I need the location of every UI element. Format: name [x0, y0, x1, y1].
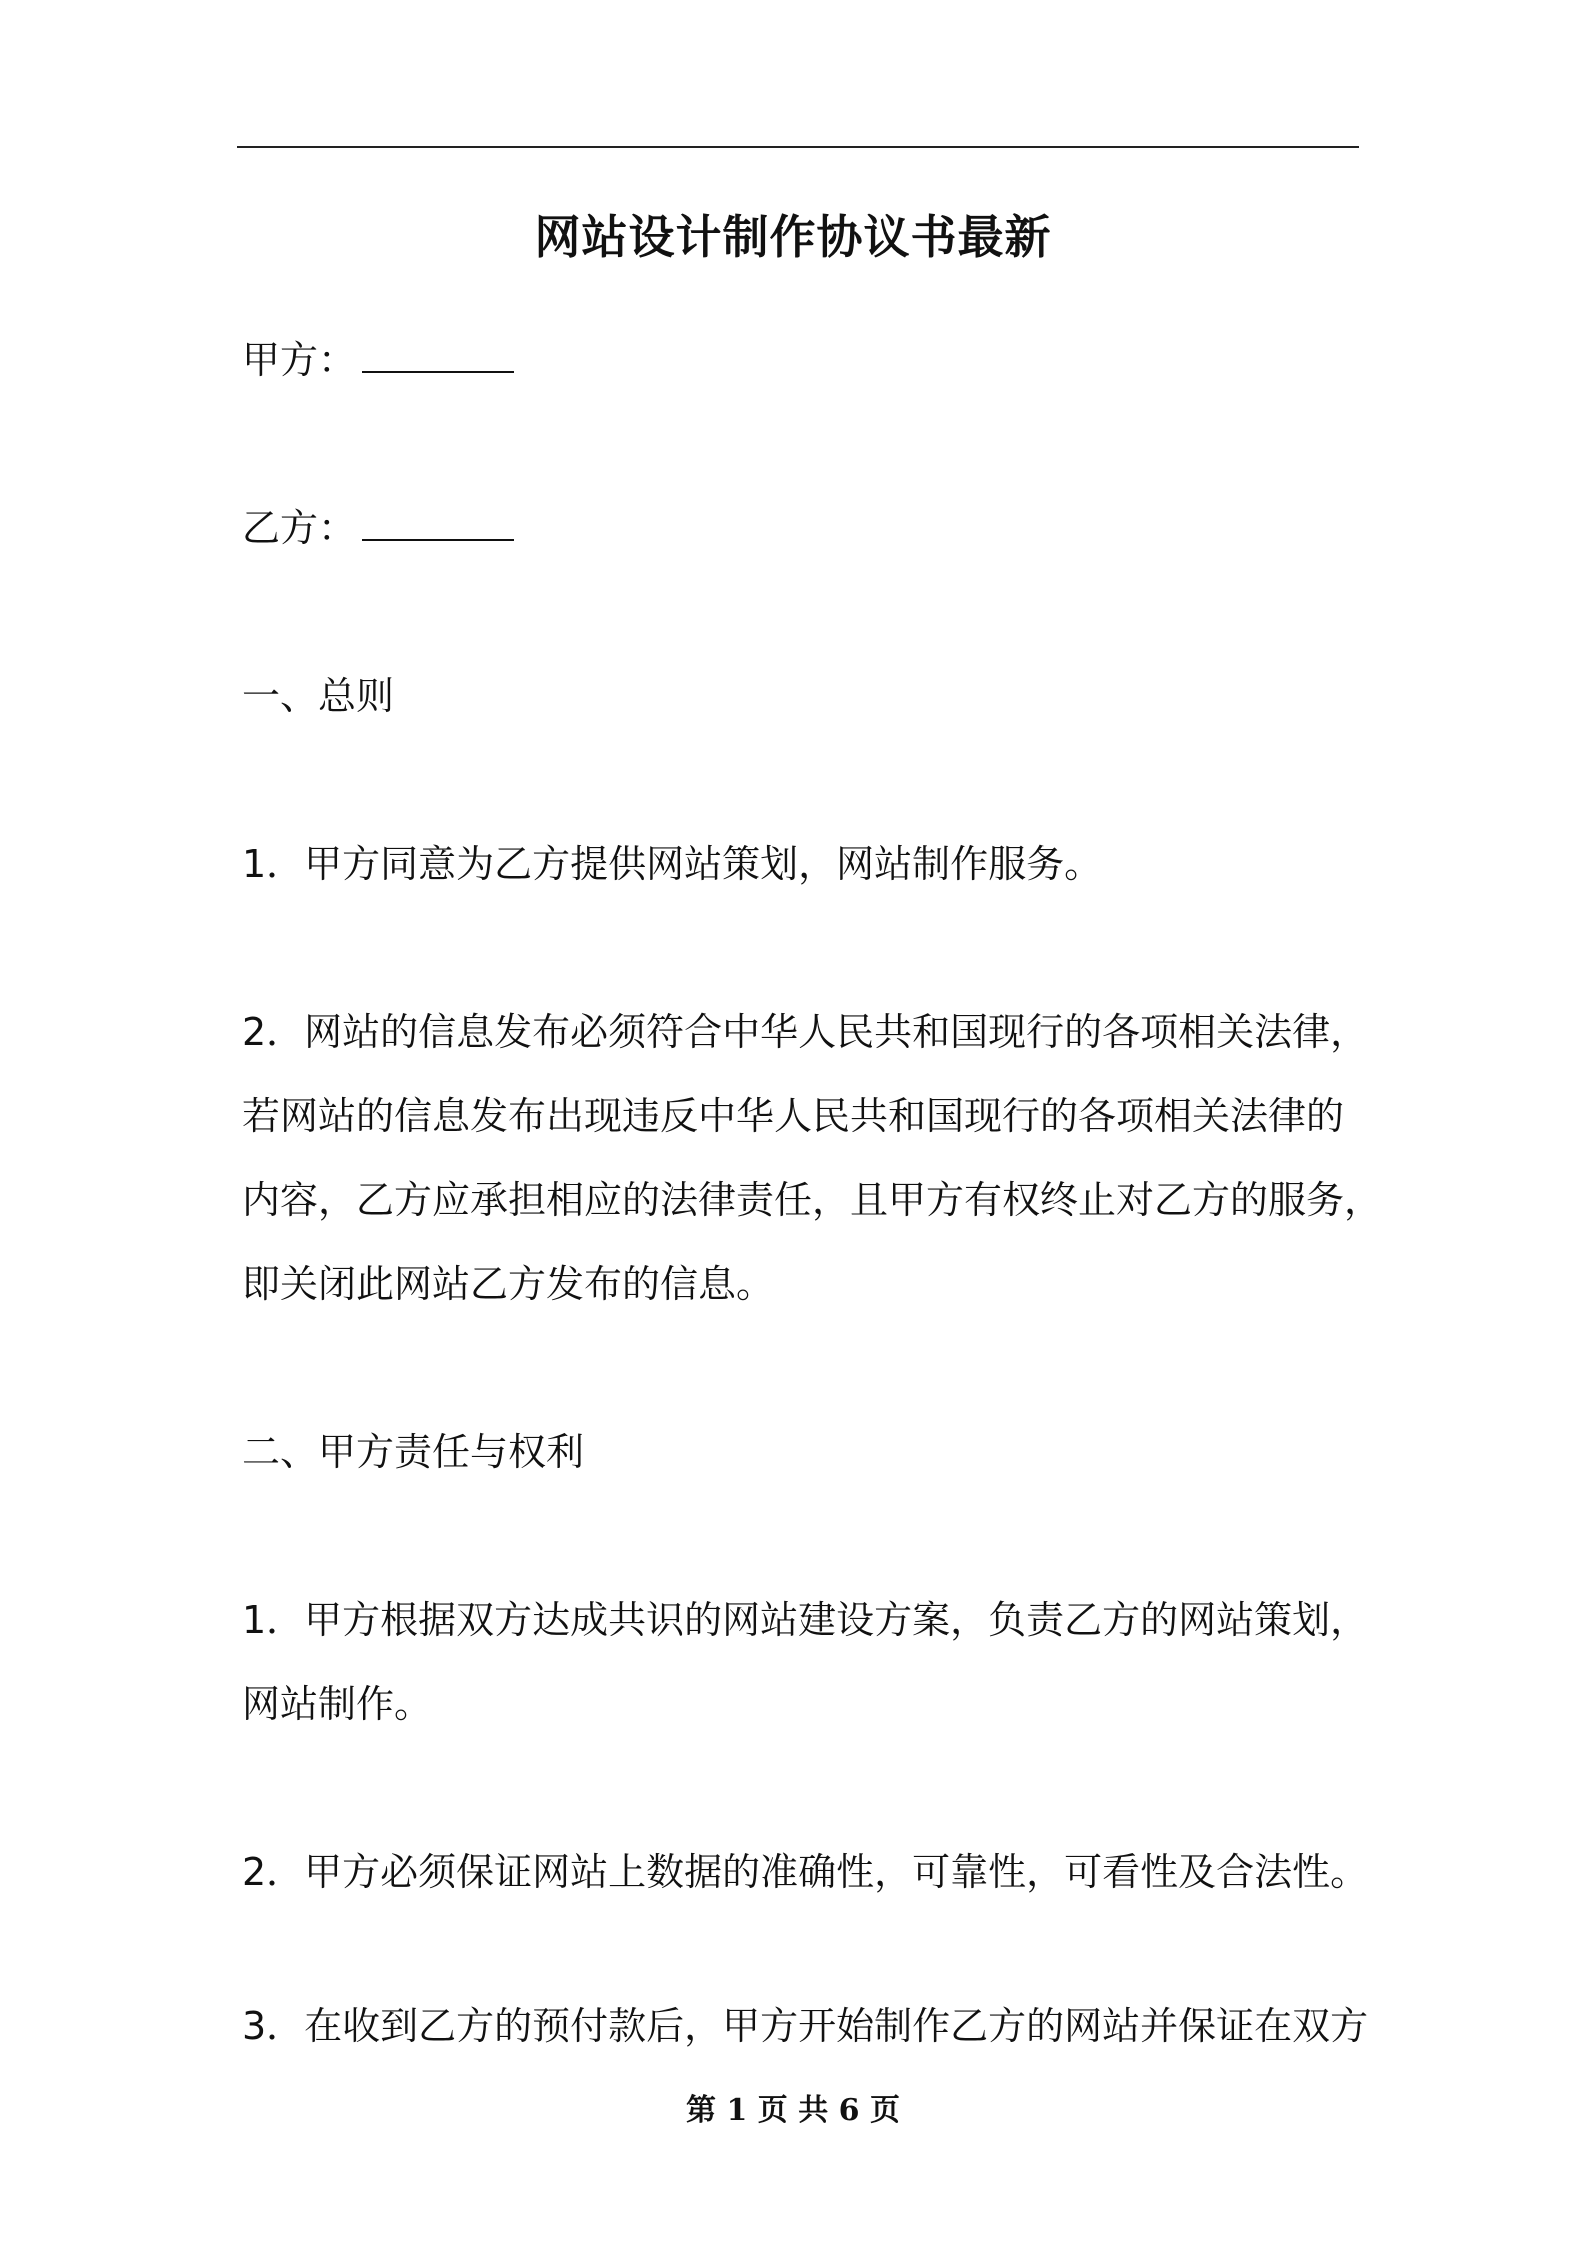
party-a-label: 甲方：	[242, 338, 357, 382]
section-heading-general: 一、总则	[242, 674, 395, 718]
party-b-blank	[362, 493, 514, 541]
section2-item2: 2．甲方必须保证网站上数据的准确性，可靠性，可看性及合法性。	[242, 1850, 1369, 1894]
party-b-line	[242, 486, 1362, 570]
section2-item3-line1: 3．在收到乙方的预付款后，甲方开始制作乙方的网站并保证在双方	[242, 2004, 1369, 2048]
section-heading-party-a: 二、甲方责任与权利	[242, 1430, 585, 1474]
section2-item1-line2: 网站制作。	[242, 1682, 433, 1726]
party-a-line	[242, 318, 1362, 402]
header-rule	[237, 146, 1359, 148]
party-a-blank	[362, 325, 514, 373]
party-b-label: 乙方：	[242, 506, 357, 550]
section1-item2-line3: 内容，乙方应承担相应的法律责任，且甲方有权终止对乙方的服务，	[242, 1178, 1383, 1222]
section2-item1-line1: 1．甲方根据双方达成共识的网站建设方案，负责乙方的网站策划，	[242, 1598, 1369, 1642]
section1-item2-line1: 2．网站的信息发布必须符合中华人民共和国现行的各项相关法律，	[242, 1010, 1369, 1054]
section1-item2-line2: 若网站的信息发布出现违反中华人民共和国现行的各项相关法律的	[242, 1094, 1345, 1138]
section1-item2-line4: 即关闭此网站乙方发布的信息。	[242, 1262, 775, 1306]
section1-item1: 1．甲方同意为乙方提供网站策划，网站制作服务。	[242, 842, 1103, 886]
document-title: 网站设计制作协议书最新	[534, 210, 1052, 264]
page-number-footer: 第 1 页 共 6 页	[686, 2093, 900, 2128]
